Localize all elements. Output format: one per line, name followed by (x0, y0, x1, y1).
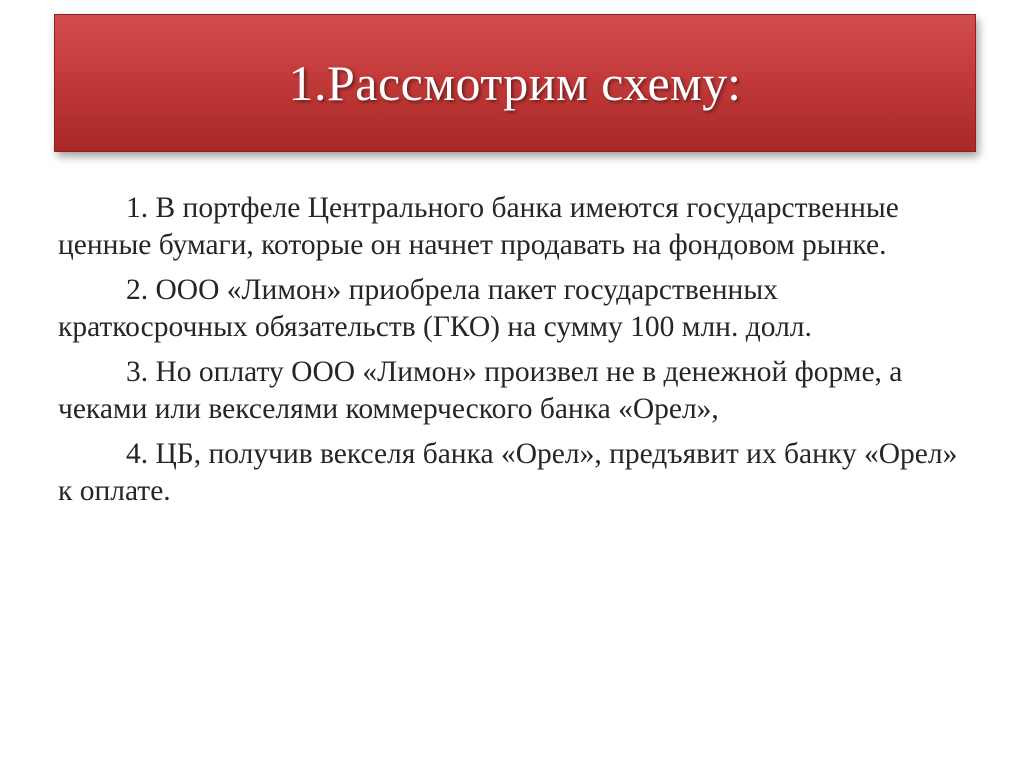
paragraph-2: 2. ООО «Лимон» приобрела пакет государственных краткосрочных обязательств (ГКО) на сумму 100 млн. долл. (58, 274, 812, 343)
title-banner (54, 14, 976, 152)
slide-body (58, 190, 958, 518)
paragraph-4: 4. ЦБ, получив векселя банка «Орел», предъявит их банку «Орел» к оплате. (58, 438, 958, 507)
paragraph-1: 1. В портфеле Центрального банка имеются государственные ценные бумаги, которые он начнет продавать на фондовом рынке. (58, 192, 899, 261)
paragraph-3: 3. Но оплату ООО «Лимон» произвел не в денежной форме, а чеками или векселями коммерческого банка «Орел», (58, 356, 903, 425)
slide-title: 1.Рассмотрим схему: (288, 55, 742, 111)
